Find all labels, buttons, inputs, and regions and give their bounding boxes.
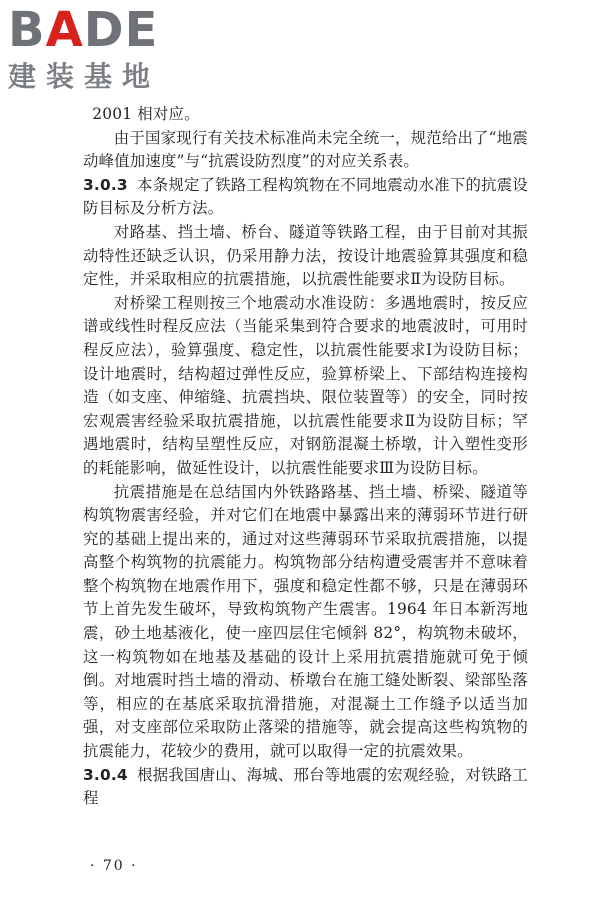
paragraph: 2001 相对应。 <box>92 105 200 123</box>
clause-number: 3.0.4 <box>83 765 128 784</box>
paragraph: 对路基、挡土墙、桥台、隧道等铁路工程，由于目前对其振动特性还缺乏认识，仍采用静力法，按设计地震验算其强度和稳定性，并采取相应的抗震措施，以抗震性能要求Ⅱ为设防目标。 <box>83 222 528 289</box>
page-number: · 70 · <box>90 858 138 874</box>
logo-chinese-text: 建装基地 <box>8 60 161 93</box>
logo-wordmark: BADE <box>8 2 159 58</box>
clause-number: 3.0.3 <box>83 175 128 194</box>
logo-accent-letter: A <box>45 2 84 58</box>
paragraph: 对桥梁工程则按三个地震动水准设防：多遇地震时，按反应谱或线性时程反应法（当能采集到符合要求的地震波时，可用时程反应法），验算强度、稳定性，以抗震性能要求Ⅰ为设防目标；设计地震时，结构超过弹性反应，验算桥梁上、下部结构连接构造（如支座、伸缩缝、抗震挡块、限位装置等）的安全，同时按宏观震害经验采取抗震措施，以抗震性能要求Ⅱ为设防目标；罕遇地震时，结构呈塑性反应，对钢筋混凝土桥墩，计入塑性变形的耗能影响，做延性设计，以抗震性能要求Ⅲ为设防目标。 <box>83 293 528 477</box>
clause-3-0-3: 3.0.3 本条规定了铁路工程构筑物在不同地震动水准下的抗震设防目标及分析方法。 <box>83 175 528 218</box>
paragraph: 由于国家现行有关技术标准尚未完全统一，规范给出了“地震动峰值加速度”与“抗震设防烈度”的对应关系表。 <box>83 128 528 171</box>
clause-3-0-4: 3.0.4 根据我国唐山、海城、邢台等地震的宏观经验，对铁路工程 <box>83 765 528 808</box>
paragraph: 抗震措施是在总结国内外铁路路基、挡土墙、桥梁、隧道等构筑物震害经验，并对它们在地震中暴露出来的薄弱环节进行研究的基础上提出来的，通过对这些薄弱环节采取抗震措施，以提高整个构筑物的抗震能力。构筑物部分结构遭受震害并不意味着整个构筑物在地震作用下，强度和稳定性都不够，只是在薄弱环节上首先发生破坏，导致构筑物产生震害。1964 年日本新泻地震，砂土地基液化，使一座四层住宅倾斜 82°，构筑物未破坏，这一构筑物如在地基及基础的设计上采用抗震措施就可免于倾倒。对地震时挡土墙的滑动、桥墩台在施工缝处断裂、梁部坠落等，相应的在基底采取抗滑措施，对混凝土工作缝予以适当加强，对支座部位采取防止落梁的措施等，就会提高这些构筑物的抗震能力，花较少的费用，就可以取得一定的抗震效果。 <box>83 482 528 761</box>
bade-logo <box>8 2 178 94</box>
document-body <box>83 103 528 811</box>
